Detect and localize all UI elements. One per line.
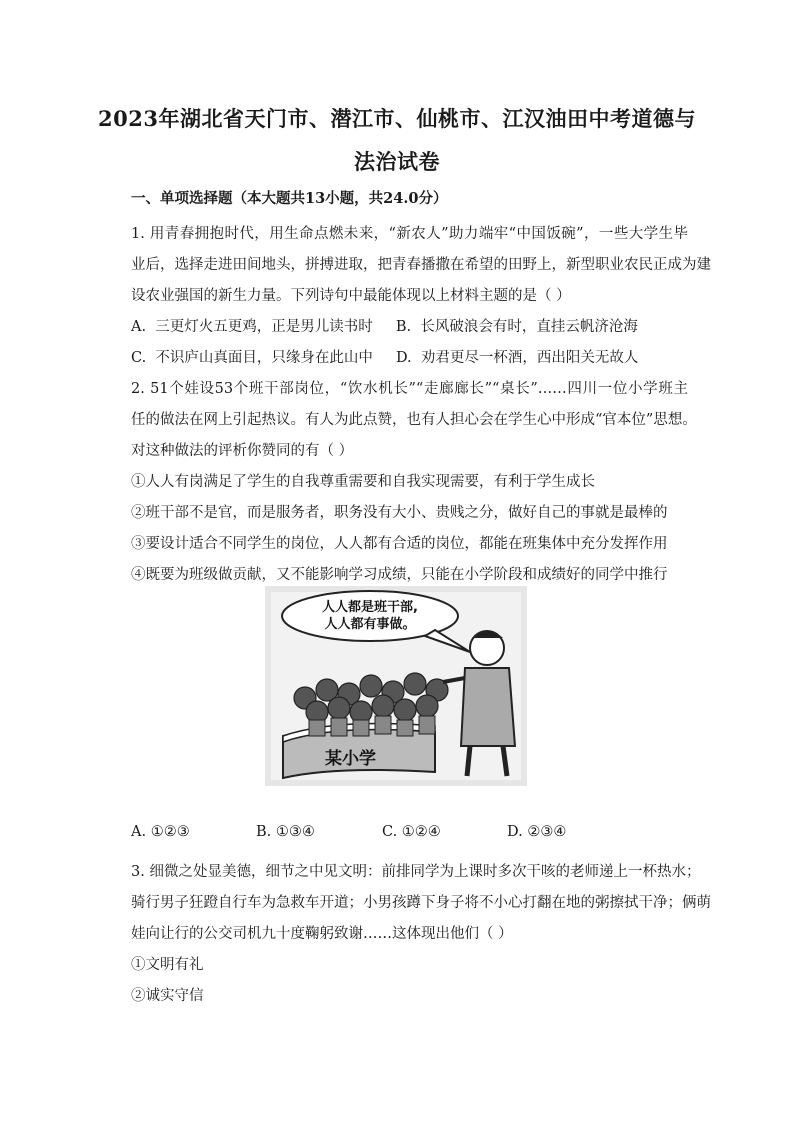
speech-bubble-line-2: 人人都有事做。 — [324, 617, 416, 632]
q2-option-d: D. ②③④ — [507, 824, 567, 840]
q2-option-b: B. ①③④ — [256, 824, 315, 840]
q3-stem-line-2: 骑行男子狂蹬自行车为急救车开道；小男孩蹲下身子将不小心打翻在地的粥擦拭干净；俩萌 — [131, 895, 711, 911]
q2-statement-4: ④既要为班级做贡献，又不能影响学习成绩，只能在小学阶段和成绩好的同学中推行 — [131, 567, 668, 583]
section-heading: 一、单项选择题（本大题共13小题，共24.0分） — [131, 190, 448, 207]
q3-statement-1: ①文明有礼 — [131, 957, 204, 973]
q1-options-row-1: A. 三更灯火五更鸡，正是男儿读书时 B. 长风破浪会有时，直挂云帆济沧海 — [131, 319, 638, 335]
q1-stem-line-1: 1. 用青春拥抱时代，用生命点燃未来，“新农人”助力端牢“中国饭碗”，一些大学生毕 — [131, 226, 688, 242]
exam-title-line-2: 法治试卷 — [354, 149, 440, 174]
q1-stem-line-3: 设农业强国的新生力量。下列诗句中最能体现以上材料主题的是（ ） — [131, 288, 571, 304]
q3-statement-2: ②诚实守信 — [131, 988, 204, 1004]
q3-stem-line-1: 3. 细微之处显美德，细节之中见文明：前排同学为上课时多次干咳的老师递上一杯热水； — [131, 864, 701, 880]
exam-title-line-1: 2023年湖北省天门市、潜江市、仙桃市、江汉油田中考道德与 — [98, 106, 696, 131]
q2-option-c: C. ①②④ — [382, 824, 441, 840]
speech-bubble-line-1: 人人都是班干部, — [322, 600, 418, 615]
q2-option-a: A. ①②③ — [131, 824, 190, 840]
q2-stem-line-3: 对这种做法的评析你赞同的有（ ） — [131, 443, 354, 459]
q3-stem-line-3: 娃向让行的公交司机九十度鞠躬致谢……这体现出他们（ ） — [131, 926, 513, 942]
cartoon-illustration — [265, 586, 527, 786]
book-label: 某小学 — [325, 749, 376, 769]
q2-statement-2: ②班干部不是官，而是服务者，职务没有大小、贵贱之分，做好自己的事就是最棒的 — [131, 505, 668, 521]
q2-statement-1: ①人人有岗满足了学生的自我尊重需要和自我实现需要，有利于学生成长 — [131, 474, 595, 490]
q2-stem-line-2: 任的做法在网上引起热议。有人为此点赞，也有人担心会在学生心中形成“官本位”思想。 — [131, 412, 697, 428]
q1-options-row-2: C. 不识庐山真面目，只缘身在此山中 D. 劝君更尽一杯酒，西出阳关无故人 — [131, 350, 639, 366]
q1-stem-line-2: 业后，选择走进田间地头，拼搏进取，把青春播撒在希望的田野上，新型职业农民正成为建 — [131, 257, 711, 273]
q2-statement-3: ③要设计适合不同学生的岗位，人人都有合适的岗位，都能在班集体中充分发挥作用 — [131, 536, 668, 552]
q2-stem-line-1: 2. 51个娃设53个班干部岗位，“饮水机长”“走廊廊长”“桌长”……四川一位小学班主 — [131, 381, 688, 397]
